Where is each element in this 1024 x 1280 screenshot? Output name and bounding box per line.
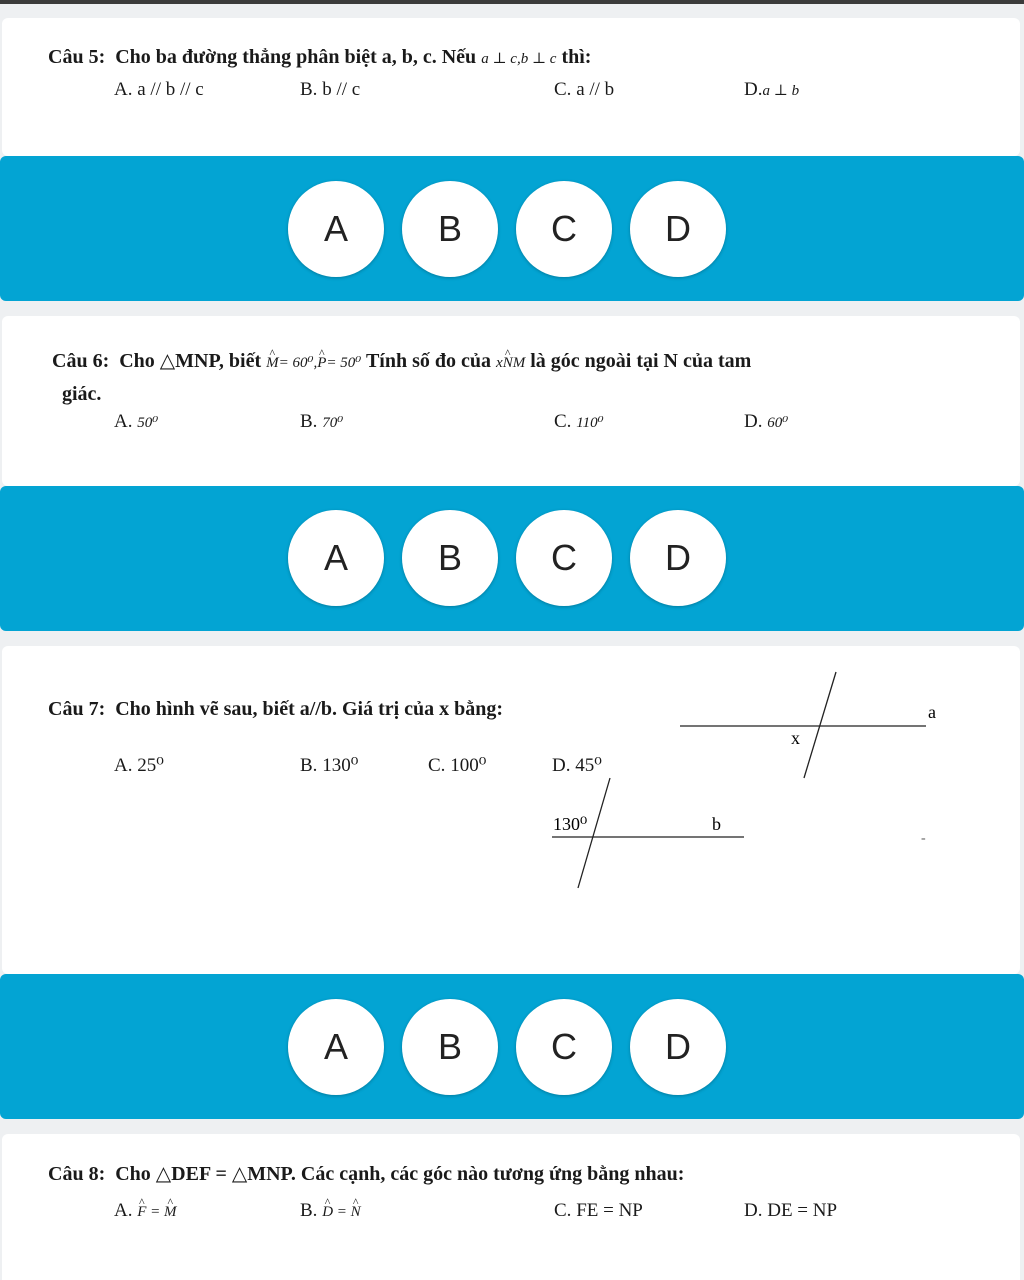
answer-button-b[interactable]: B (402, 999, 498, 1095)
question-6-text: Câu 6: Cho △MNP, biết ^ M= 60⁰,^ P= 50⁰ Tính số đo của x^ NM là góc ngoài tại N của tam (52, 348, 751, 373)
q6-option-b: B. 70⁰ (300, 411, 344, 432)
question-8-label: Câu 8: (48, 1163, 106, 1185)
q7-option-d: D. 45⁰ (552, 755, 602, 776)
question-6-card (2, 316, 1020, 486)
answer-button-c[interactable]: C (516, 999, 612, 1095)
answer-button-d[interactable]: D (630, 181, 726, 277)
answer-button-b[interactable]: B (402, 510, 498, 606)
answer-button-c[interactable]: C (516, 510, 612, 606)
q6-option-a: A. 50⁰ (114, 411, 159, 432)
angle-130-label: 130⁰ (553, 814, 588, 834)
stray-dash: - (921, 831, 926, 846)
top-bar (0, 0, 1024, 4)
question-5-label: Câu 5: (48, 46, 106, 68)
q7-option-a: A. 25⁰ (114, 755, 164, 776)
question-5-math: a ⊥ c,b ⊥ c (481, 51, 557, 67)
q6-option-d: D. 60⁰ (744, 411, 789, 432)
q7-option-c: C. 100⁰ (428, 755, 487, 776)
question-6-label: Câu 6: (52, 350, 110, 372)
parallel-lines-figure (2, 646, 1020, 974)
question-5-end: thì: (561, 46, 592, 68)
angle-x-label: x (791, 728, 800, 748)
angle-m: ^ M (266, 355, 279, 372)
question-5-stem: Cho ba đường thẳng phân biệt a, b, c. Nếu (115, 46, 477, 68)
question-5-card (2, 18, 1020, 156)
q5-option-a: A. a // b // c (114, 79, 204, 100)
question-6-text-cont: giác. (62, 383, 102, 405)
q8-option-b: B. ^ D = ^ N (300, 1200, 361, 1222)
answer-button-b[interactable]: B (402, 181, 498, 277)
answer-button-d[interactable]: D (630, 999, 726, 1095)
question-7-label: Câu 7: (48, 698, 106, 720)
question-8-text: Câu 8: Cho △DEF = △MNP. Các cạnh, các góc nào tương ứng bằng nhau: (48, 1163, 685, 1185)
question-5-text (48, 46, 591, 69)
answer-button-c[interactable]: C (516, 181, 612, 277)
answer-band-q6 (0, 486, 1024, 631)
angle-p: ^ P (317, 355, 326, 372)
answer-band-q5 (0, 156, 1024, 301)
question-7-text: Câu 7: Cho hình vẽ sau, biết a//b. Giá trị của x bằng: (48, 698, 504, 720)
answer-band-q7 (0, 974, 1024, 1119)
q5-option-b: B. b // c (300, 79, 361, 100)
q8-option-d: D. DE = NP (744, 1200, 838, 1221)
q5-option-c: C. a // b (554, 79, 615, 100)
q7-option-b: B. 130⁰ (300, 755, 359, 776)
q8-option-a: A. ^ F = ^ M (114, 1200, 177, 1222)
q8-option-c: C. FE = NP (554, 1200, 643, 1221)
angle-xnm: ^ N (503, 355, 513, 372)
q5-option-d: D.a ⊥ b (744, 79, 800, 100)
line-a-label: a (928, 702, 936, 722)
question-8-card (2, 1134, 1020, 1280)
question-7-card (2, 646, 1020, 974)
line-b-label: b (712, 814, 721, 834)
transversal-upper (804, 672, 836, 778)
answer-button-a[interactable]: A (288, 510, 384, 606)
q6-option-c: C. 110⁰ (554, 411, 604, 432)
answer-button-a[interactable]: A (288, 181, 384, 277)
answer-button-a[interactable]: A (288, 999, 384, 1095)
answer-button-d[interactable]: D (630, 510, 726, 606)
